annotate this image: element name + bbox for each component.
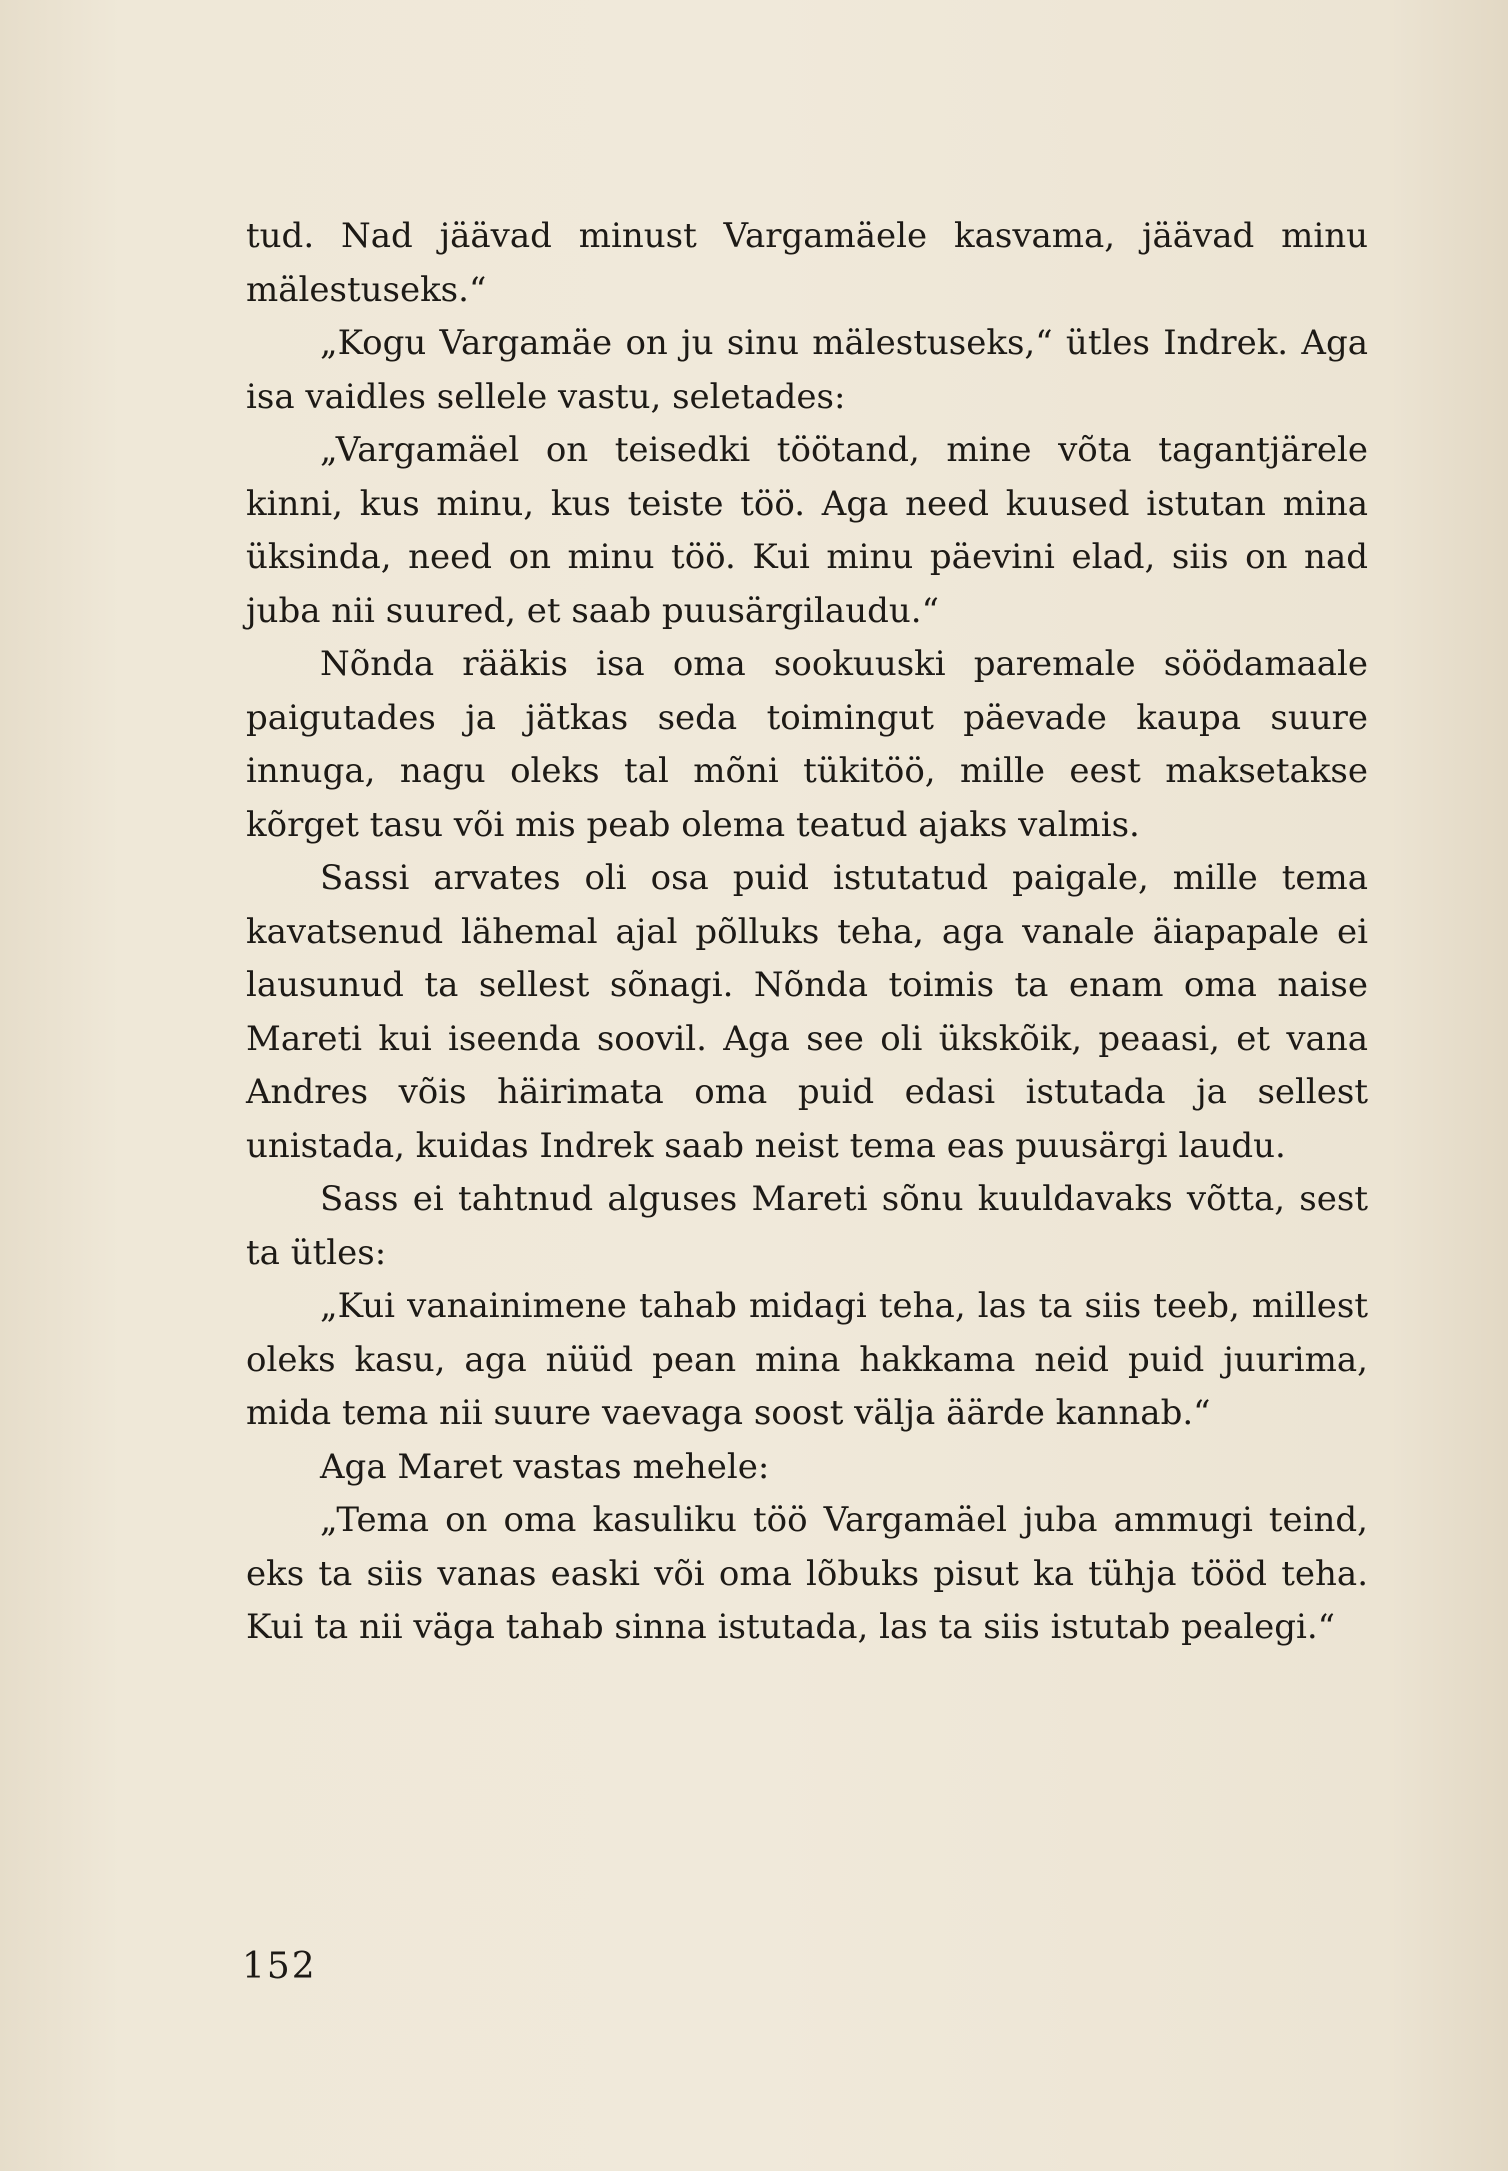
paragraph: „Tema on oma kasuliku töö Vargamäel juba ammugi teind, eks ta siis vanas easki või oma lõbuks pisut ka tühja tööd teha. Kui ta nii väga tahab sinna istutada, las ta siis istutab pealegi.“ bbox=[246, 1500, 1368, 1647]
paragraph: Nõnda rääkis isa oma sookuuski paremale söödamaale paigutades ja jätkas seda toimingut päevade kaupa suure innuga, nagu oleks tal mõni tükitöö, mille eest maksetakse kõrget tasu või mis peab olema teatud ajaks valmis. bbox=[246, 644, 1368, 845]
paragraph: „Kogu Vargamäe on ju sinu mälestuseks,“ ütles Indrek. Aga isa vaidles sellele vastu, seletades: bbox=[246, 323, 1368, 417]
paragraph: tud. Nad jäävad minust Vargamäele kasvama, jäävad minu mälestuseks.“ bbox=[246, 216, 1368, 310]
paragraph: „Kui vanainimene tahab midagi teha, las ta siis teeb, millest oleks kasu, aga nüüd pean mina hakkama neid puid juurima, mida tema nii suure vaevaga soost välja äärde kannab.“ bbox=[246, 1286, 1368, 1433]
paragraph: „Vargamäel on teisedki töötand, mine võta tagantjärele kinni, kus minu, kus teiste töö. Aga need kuused istutan mina üksinda, need on minu töö. Kui minu päevini elad, siis on nad juba nii suured, et saab puusärgilaudu.“ bbox=[246, 430, 1368, 631]
paragraph: Sassi arvates oli osa puid istutatud paigale, mille tema kavatsenud lähemal ajal põlluks teha, aga vanale äiapapale ei lausunud ta sellest sõnagi. Nõnda toimis ta enam oma naise Mareti kui iseenda soovil. Aga see oli ükskõik, peaasi, et vana Andres võis häirimata oma puid edasi istutada ja sellest unistada, kuidas Indrek saab neist tema eas puusärgi laudu. bbox=[246, 858, 1368, 1166]
paragraph: Sass ei tahtnud alguses Mareti sõnu kuuldavaks võtta, sest ta ütles: bbox=[246, 1179, 1368, 1273]
body-text bbox=[246, 210, 1368, 1655]
page-number: 152 bbox=[242, 1946, 317, 1987]
paragraph: Aga Maret vastas mehele: bbox=[320, 1446, 770, 1487]
